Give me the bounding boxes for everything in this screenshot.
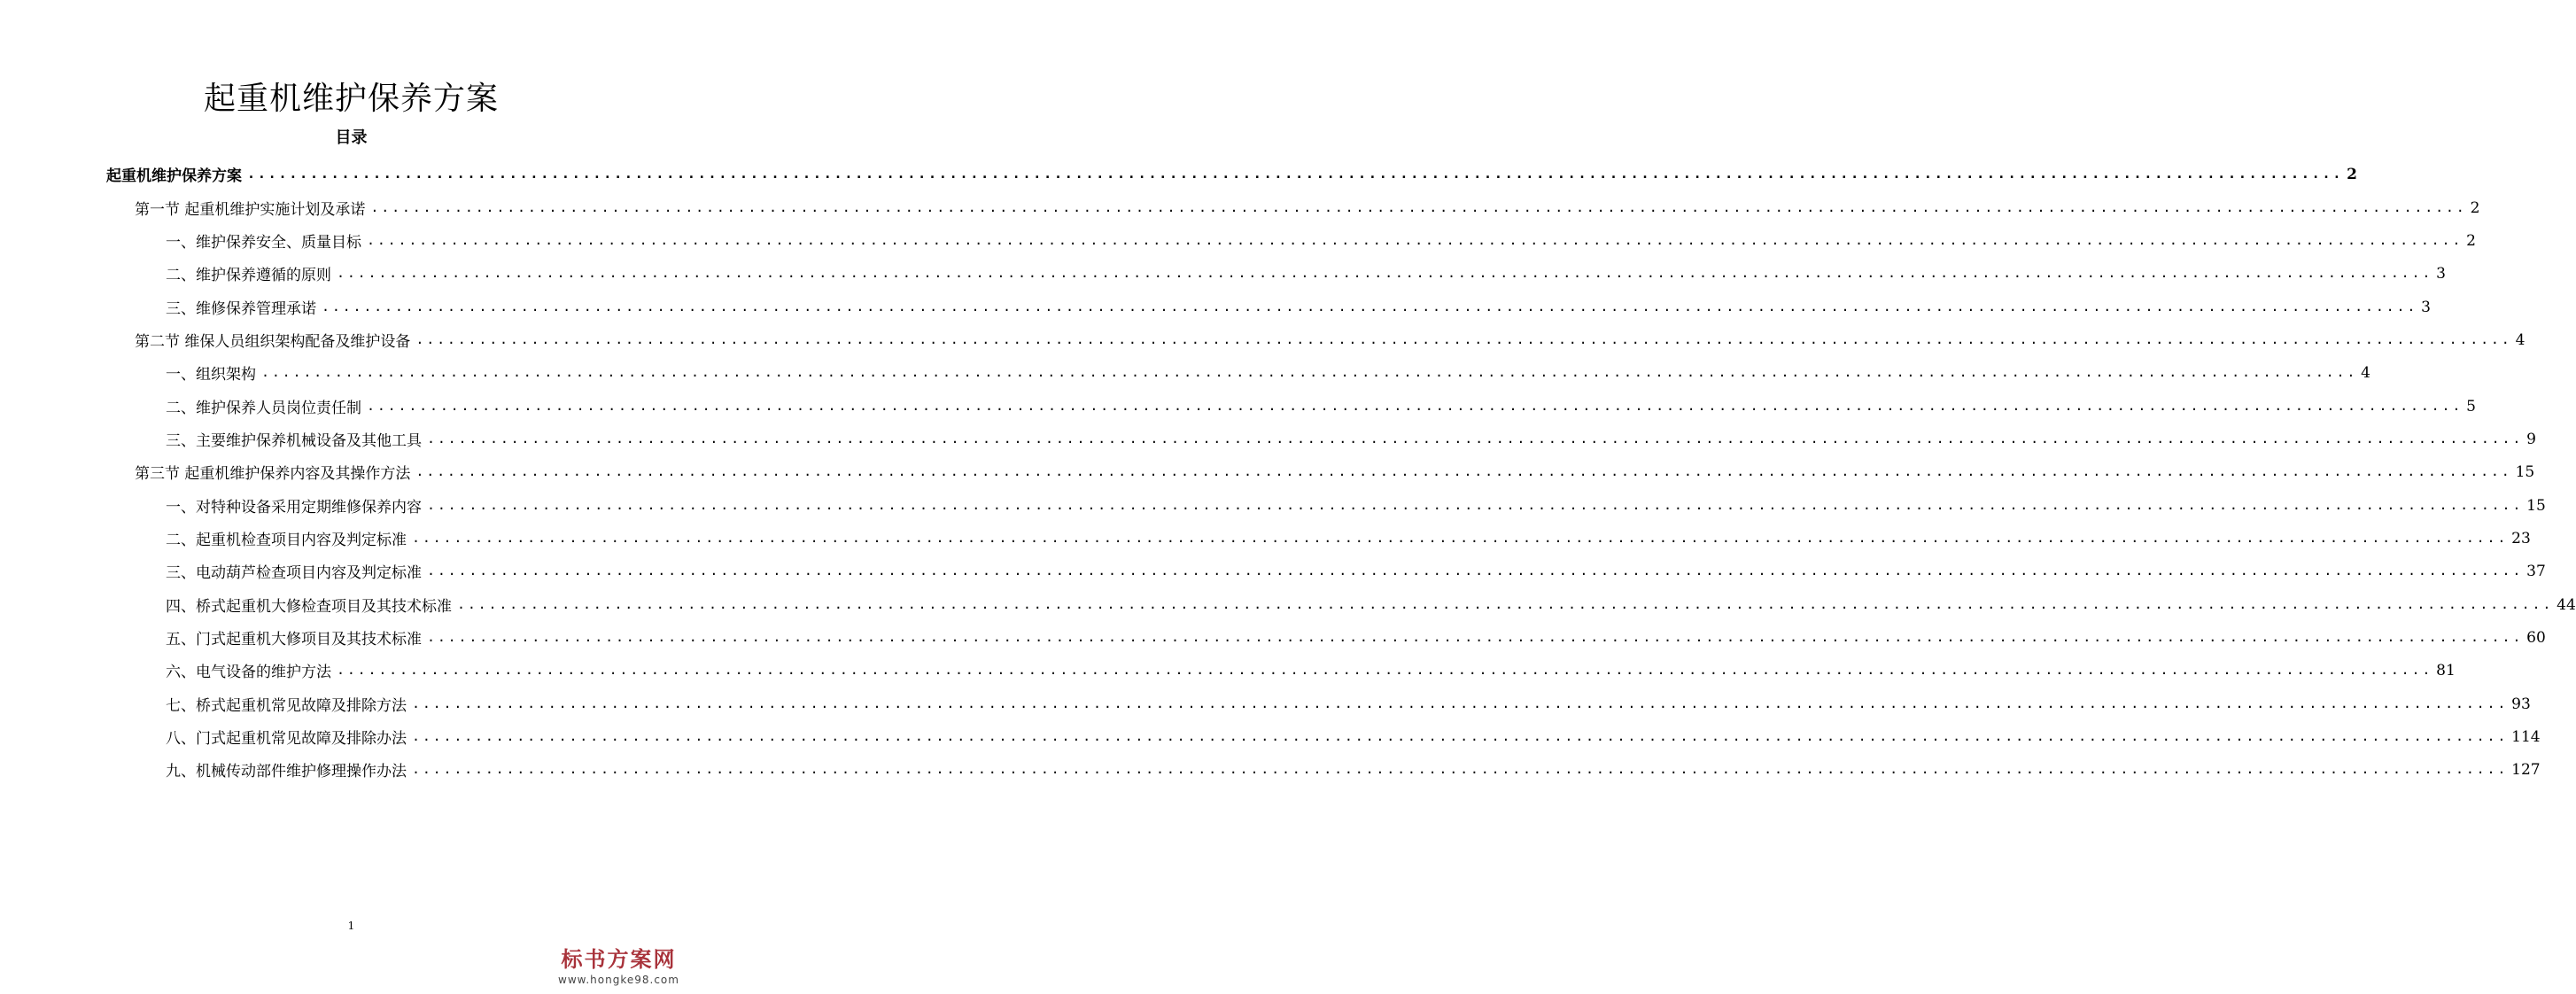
- toc-entry-label: 一、组织架构: [166, 366, 256, 384]
- toc-leader-dots: ........................................................................................................................................................................................................: [367, 398, 2463, 414]
- toc-entry-page: 127: [2511, 760, 2541, 779]
- toc-entry[interactable]: [166, 390, 2476, 423]
- toc-entry-label: 六、电气设备的维护方法: [166, 664, 331, 681]
- watermark-logo: [546, 946, 692, 987]
- toc-leader-dots: ........................................................................................................................................................................................................: [261, 364, 2358, 380]
- toc-entry[interactable]: [135, 455, 2535, 488]
- toc-entry[interactable]: [135, 323, 2526, 356]
- toc-entry-page: 2: [2347, 165, 2357, 183]
- toc-heading: 目录: [335, 128, 368, 147]
- toc-entry-page: 81: [2436, 661, 2456, 679]
- toc-entry-page: 44: [2557, 595, 2576, 614]
- toc-entry-label: 二、维护保养遵循的原则: [166, 267, 331, 284]
- toc-entry-label: 三、主要维护保养机械设备及其他工具: [166, 432, 422, 450]
- toc-leader-dots: ........................................................................................................................................................................................................: [457, 596, 2554, 612]
- toc-entry-page: 2: [2470, 198, 2480, 217]
- toc-entry-page: 114: [2511, 727, 2541, 746]
- toc-entry-label: 第二节 维保人员组织架构配备及维护设备: [135, 333, 411, 351]
- toc-leader-dots: ........................................................................................................................................................................................................: [412, 530, 2509, 546]
- toc-entry[interactable]: [166, 654, 2456, 687]
- toc-entry-label: 三、电动葫芦检查项目内容及判定标准: [166, 564, 422, 582]
- page-number: 1: [347, 920, 355, 932]
- document-title: 起重机维护保养方案: [203, 81, 499, 117]
- toc-entry-label: 三、维修保养管理承诺: [166, 300, 316, 318]
- toc-leader-dots: ........................................................................................................................................................................................................: [415, 463, 2512, 479]
- toc-entry-page: 15: [2526, 496, 2546, 515]
- toc-entry-page: 5: [2466, 397, 2476, 415]
- toc-entry-label: 七、桥式起重机常见故障及排除方法: [166, 697, 407, 715]
- watermark-url: www.hongke98.com: [558, 974, 679, 986]
- toc-entry-label: 九、机械传动部件维护修理操作办法: [166, 763, 407, 780]
- toc-leader-dots: ........................................................................................................................................................................................................: [367, 232, 2463, 248]
- toc-entry[interactable]: [106, 158, 2357, 190]
- toc-entry[interactable]: [166, 555, 2546, 587]
- toc-entry-label: 五、门式起重机大修项目及其技术标准: [166, 631, 422, 648]
- toc-entry-page: 15: [2515, 462, 2535, 481]
- toc-entry[interactable]: [166, 687, 2531, 720]
- toc-entry-label: 一、维护保养安全、质量目标: [166, 234, 361, 252]
- toc-entry-label: 第三节 起重机维护保养内容及其操作方法: [135, 465, 411, 483]
- toc-entry[interactable]: [166, 224, 2476, 257]
- toc-leader-dots: ........................................................................................................................................................................................................: [427, 629, 2524, 645]
- toc-leader-dots: ........................................................................................................................................................................................................: [322, 299, 2418, 315]
- toc-entry-page: 37: [2526, 562, 2546, 580]
- toc-entry[interactable]: [166, 522, 2531, 555]
- toc-leader-dots: ........................................................................................................................................................................................................: [427, 431, 2524, 447]
- toc-entry[interactable]: [166, 356, 2370, 389]
- toc-entry-page: 60: [2526, 628, 2546, 647]
- toc-entry-page: 23: [2511, 529, 2531, 547]
- toc-entry[interactable]: [166, 489, 2546, 522]
- toc-entry[interactable]: [166, 720, 2541, 753]
- toc-entry[interactable]: [166, 291, 2431, 323]
- toc-entry-label: 一、对特种设备采用定期维修保养内容: [166, 499, 422, 516]
- toc-entry-page: 9: [2526, 430, 2536, 448]
- toc-leader-dots: ........................................................................................................................................................................................................: [337, 265, 2433, 281]
- toc-leader-dots: ........................................................................................................................................................................................................: [412, 728, 2509, 744]
- toc-entry-label: 第一节 起重机维护实施计划及承诺: [135, 201, 366, 219]
- toc-entry-label: 二、起重机检查项目内容及判定标准: [166, 532, 407, 549]
- toc-entry-page: 4: [2361, 363, 2370, 382]
- toc-leader-dots: ........................................................................................................................................................................................................: [415, 331, 2512, 347]
- toc-entry-page: 4: [2515, 330, 2526, 349]
- toc-entry-page: 3: [2421, 298, 2431, 316]
- toc-entry[interactable]: [166, 753, 2541, 786]
- toc-entry-page: 93: [2511, 695, 2531, 713]
- toc-entry[interactable]: [166, 621, 2546, 654]
- watermark-logo-text: 标书方案网: [561, 947, 677, 972]
- toc-entry[interactable]: [135, 191, 2480, 224]
- toc-leader-dots: ........................................................................................................................................................................................................: [427, 497, 2524, 513]
- toc-leader-dots: ........................................................................................................................................................................................................: [247, 166, 2344, 182]
- toc-leader-dots: ........................................................................................................................................................................................................: [412, 695, 2509, 711]
- toc-entry-label: 四、桥式起重机大修检查项目及其技术标准: [166, 598, 452, 616]
- toc-entry-page: 2: [2466, 231, 2476, 250]
- toc-entry-label: 八、门式起重机常见故障及排除办法: [166, 730, 407, 748]
- toc-leader-dots: ........................................................................................................................................................................................................: [370, 199, 2467, 215]
- toc-leader-dots: ........................................................................................................................................................................................................: [427, 563, 2524, 579]
- toc-entry[interactable]: [166, 588, 2576, 621]
- toc-entry[interactable]: [166, 423, 2536, 455]
- toc-leader-dots: ........................................................................................................................................................................................................: [337, 662, 2433, 678]
- toc-entry-label: 二、维护保养人员岗位责任制: [166, 400, 361, 417]
- toc-entry[interactable]: [166, 257, 2446, 290]
- toc-leader-dots: ........................................................................................................................................................................................................: [412, 761, 2509, 777]
- toc-entry-page: 3: [2436, 264, 2446, 283]
- toc-entry-label: 起重机维护保养方案: [106, 167, 242, 185]
